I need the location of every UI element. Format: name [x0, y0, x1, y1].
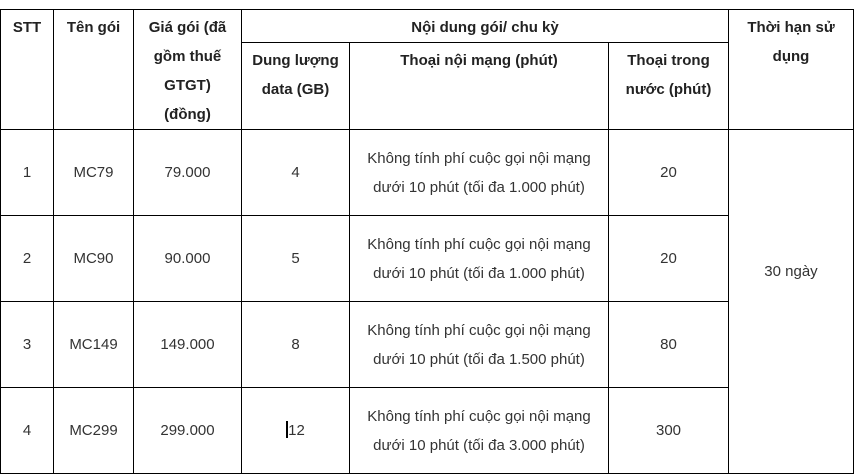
header-validity: Thời hạn sử dụng	[729, 10, 854, 130]
cell-data: 4	[242, 130, 350, 216]
cell-domestic: 80	[609, 302, 729, 388]
cell-price: 299.000	[134, 388, 242, 474]
cell-stt: 3	[1, 302, 54, 388]
cell-stt: 4	[1, 388, 54, 474]
header-onnet: Thoại nội mạng (phút)	[350, 43, 609, 130]
cell-onnet: Không tính phí cuộc gọi nội mạng dưới 10 phút (tối đa 1.000 phút)	[350, 216, 609, 302]
cell-validity: 30 ngày	[729, 130, 854, 474]
cell-name: MC90	[54, 216, 134, 302]
cell-price: 149.000	[134, 302, 242, 388]
cell-domestic: 20	[609, 130, 729, 216]
table-row	[1, 130, 854, 216]
header-row-1	[1, 10, 854, 43]
cell-stt: 1	[1, 130, 54, 216]
header-name: Tên gói	[54, 10, 134, 130]
cell-onnet: Không tính phí cuộc gọi nội mạng dưới 10 phút (tối đa 3.000 phút)	[350, 388, 609, 474]
cell-name: MC299	[54, 388, 134, 474]
cell-price: 79.000	[134, 130, 242, 216]
cell-data-value[interactable]: 12	[288, 422, 305, 439]
table-row	[1, 302, 854, 388]
cell-domestic: 300	[609, 388, 729, 474]
header-domestic: Thoại trong nước (phút)	[609, 43, 729, 130]
cell-name: MC79	[54, 130, 134, 216]
table-row	[1, 388, 854, 474]
header-stt: STT	[1, 10, 54, 130]
cell-stt: 2	[1, 216, 54, 302]
cell-onnet: Không tính phí cuộc gọi nội mạng dưới 10 phút (tối đa 1.000 phút)	[350, 130, 609, 216]
cell-name: MC149	[54, 302, 134, 388]
cell-data: 5	[242, 216, 350, 302]
cell-onnet: Không tính phí cuộc gọi nội mạng dưới 10 phút (tối đa 1.500 phút)	[350, 302, 609, 388]
cell-domestic: 20	[609, 216, 729, 302]
cell-data-editing[interactable]	[242, 388, 350, 474]
cell-data: 8	[242, 302, 350, 388]
header-content-group: Nội dung gói/ chu kỳ	[242, 10, 729, 43]
table-row	[1, 216, 854, 302]
package-table	[0, 9, 854, 474]
cell-price: 90.000	[134, 216, 242, 302]
header-data: Dung lượng data (GB)	[242, 43, 350, 130]
header-price: Giá gói (đã gồm thuế GTGT) (đồng)	[134, 10, 242, 130]
